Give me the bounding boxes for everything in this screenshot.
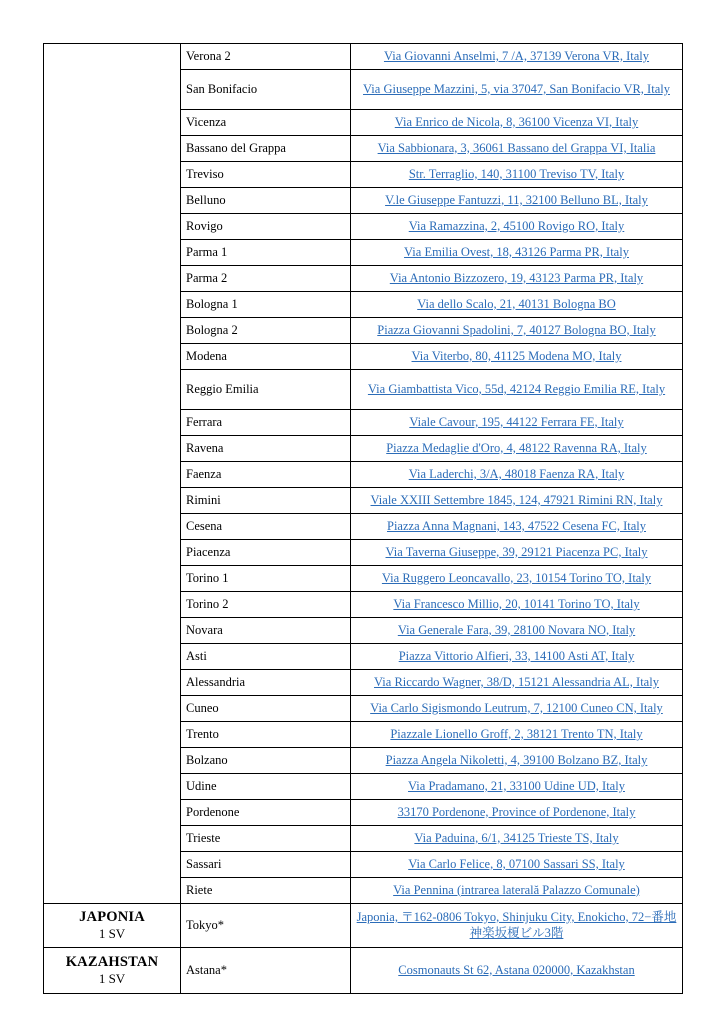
- address-link[interactable]: Japonia, 〒162-0806 Tokyo, Shinjuku City, Enokicho, 72−番地 神楽坂榎ビル3階: [356, 909, 677, 940]
- city-cell: Riete: [181, 878, 351, 904]
- address-link[interactable]: Piazza Angela Nikoletti, 4, 39100 Bolzano BZ, Italy: [385, 752, 648, 767]
- city-cell: Bologna 2: [181, 318, 351, 344]
- city-cell: San Bonifacio: [181, 70, 351, 110]
- table-row: [44, 44, 683, 70]
- city-cell: Treviso: [181, 162, 351, 188]
- address-link[interactable]: Str. Terraglio, 140, 31100 Treviso TV, Italy: [408, 166, 625, 181]
- address-link[interactable]: Via Antonio Bizzozero, 19, 43123 Parma PR, Italy: [389, 270, 644, 285]
- city-cell: Bolzano: [181, 748, 351, 774]
- address-link[interactable]: Via Giuseppe Mazzini, 5, via 37047, San Bonifacio VR, Italy: [363, 81, 670, 96]
- city-cell: Trento: [181, 722, 351, 748]
- city-cell: Novara: [181, 618, 351, 644]
- table-row: [44, 904, 683, 948]
- address-link[interactable]: V.le Giuseppe Fantuzzi, 11, 32100 Belluno BL, Italy: [385, 192, 648, 207]
- address-link[interactable]: Viale Cavour, 195, 44122 Ferrara FE, Italy: [409, 414, 624, 429]
- address-link[interactable]: Via Carlo Felice, 8, 07100 Sassari SS, Italy: [408, 856, 625, 871]
- country-cell-italy-continued: [44, 44, 181, 904]
- address-link[interactable]: Via Paduina, 6/1, 34125 Trieste TS, Italy: [414, 830, 619, 845]
- city-cell: Torino 1: [181, 566, 351, 592]
- address-link[interactable]: Piazza Medaglie d'Oro, 4, 48122 Ravenna RA, Italy: [386, 440, 647, 455]
- address-link[interactable]: Piazzale Lionello Groff, 2, 38121 Trento TN, Italy: [390, 726, 643, 741]
- city-cell: Alessandria: [181, 670, 351, 696]
- address-link[interactable]: Via Generale Fara, 39, 28100 Novara NO, Italy: [397, 622, 636, 637]
- address-link[interactable]: Via Emilia Ovest, 18, 43126 Parma PR, Italy: [404, 244, 629, 259]
- address-link[interactable]: Via Taverna Giuseppe, 39, 29121 Piacenza PC, Italy: [385, 544, 648, 559]
- city-cell: Astana*: [181, 948, 351, 994]
- address-link[interactable]: Cosmonauts St 62, Astana 020000, Kazakhstan: [398, 962, 635, 977]
- city-cell: Parma 1: [181, 240, 351, 266]
- city-cell: Faenza: [181, 462, 351, 488]
- city-cell: Vicenza: [181, 110, 351, 136]
- country-name: KAZAHSTAN: [65, 954, 159, 971]
- city-cell: Verona 2: [181, 44, 351, 70]
- address-link[interactable]: Via Sabbionara, 3, 36061 Bassano del Grappa VI, Italia: [377, 140, 656, 155]
- address-link[interactable]: 33170 Pordenone, Province of Pordenone, Italy: [397, 804, 636, 819]
- address-link[interactable]: Via Pennina (intrarea laterală Palazzo Comunale): [393, 882, 640, 897]
- city-cell: Ravena: [181, 436, 351, 462]
- country-cell-japan: [44, 904, 181, 948]
- city-cell: Cuneo: [181, 696, 351, 722]
- city-cell: Rovigo: [181, 214, 351, 240]
- address-link[interactable]: Via Pradamano, 21, 33100 Udine UD, Italy: [408, 778, 625, 793]
- country-sv-count: 1 SV: [98, 971, 126, 987]
- address-link[interactable]: Via Giambattista Vico, 55d, 42124 Reggio Emilia RE, Italy: [367, 381, 666, 396]
- address-link[interactable]: Via Enrico de Nicola, 8, 36100 Vicenza VI, Italy: [394, 114, 639, 129]
- table-row: [44, 948, 683, 994]
- address-link[interactable]: Viale XXIII Settembre 1845, 124, 47921 Rimini RN, Italy: [370, 492, 663, 507]
- city-cell: Rimini: [181, 488, 351, 514]
- city-cell: Ferrara: [181, 410, 351, 436]
- address-link[interactable]: Via Ramazzina, 2, 45100 Rovigo RO, Italy: [408, 218, 625, 233]
- city-cell: Parma 2: [181, 266, 351, 292]
- address-link[interactable]: Via Viterbo, 80, 41125 Modena MO, Italy: [411, 348, 622, 363]
- city-cell: Cesena: [181, 514, 351, 540]
- address-link[interactable]: Via Ruggero Leoncavallo, 23, 10154 Torino TO, Italy: [381, 570, 652, 585]
- country-name: JAPONIA: [79, 909, 145, 926]
- city-cell: Pordenone: [181, 800, 351, 826]
- country-cell-kazakhstan: [44, 948, 181, 994]
- city-cell: Modena: [181, 344, 351, 370]
- address-link[interactable]: Piazza Giovanni Spadolini, 7, 40127 Bologna BO, Italy: [377, 322, 656, 337]
- address-link[interactable]: Via Carlo Sigismondo Leutrum, 7, 12100 Cuneo CN, Italy: [370, 700, 663, 715]
- country-sv-count: 1 SV: [98, 926, 126, 942]
- city-cell: Bologna 1: [181, 292, 351, 318]
- city-cell: Udine: [181, 774, 351, 800]
- city-cell: Reggio Emilia: [181, 370, 351, 410]
- city-cell: Sassari: [181, 852, 351, 878]
- city-cell: Bassano del Grappa: [181, 136, 351, 162]
- address-link[interactable]: Via Giovanni Anselmi, 7 /A, 37139 Verona VR, Italy: [383, 48, 650, 63]
- city-cell: Piacenza: [181, 540, 351, 566]
- address-link[interactable]: Via Francesco Millio, 20, 10141 Torino TO, Italy: [393, 596, 640, 611]
- address-link[interactable]: Via Riccardo Wagner, 38/D, 15121 Alessandria AL, Italy: [374, 674, 659, 689]
- address-link[interactable]: Via dello Scalo, 21, 40131 Bologna BO: [417, 296, 616, 311]
- city-cell: Tokyo*: [181, 904, 351, 948]
- address-link[interactable]: Via Laderchi, 3/A, 48018 Faenza RA, Italy: [408, 466, 625, 481]
- city-cell: Trieste: [181, 826, 351, 852]
- address-link[interactable]: Piazza Anna Magnani, 143, 47522 Cesena FC, Italy: [387, 518, 646, 533]
- addresses-table: [43, 43, 683, 994]
- city-cell: Belluno: [181, 188, 351, 214]
- address-link[interactable]: Piazza Vittorio Alfieri, 33, 14100 Asti AT, Italy: [398, 648, 635, 663]
- city-cell: Asti: [181, 644, 351, 670]
- city-cell: Torino 2: [181, 592, 351, 618]
